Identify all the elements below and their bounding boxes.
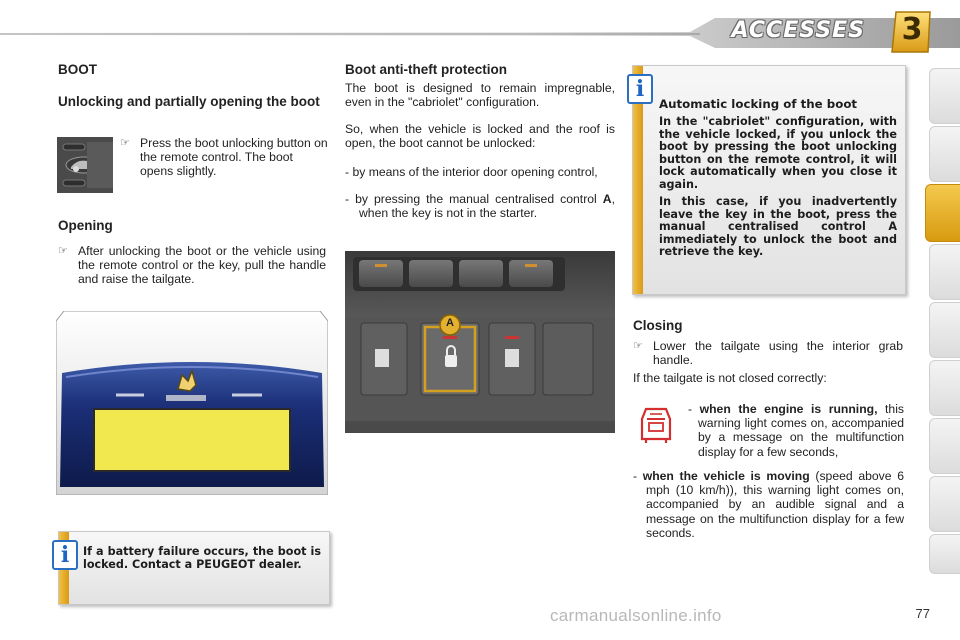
auto-lock-info-box: [632, 65, 906, 295]
warning-engine-label: when the engine is running,: [699, 402, 878, 416]
dash: -: [633, 469, 643, 483]
watermark: carmanualsonline.info: [550, 606, 722, 625]
item-2-text-end: , when the key is not in the starter.: [359, 192, 615, 221]
info-icon: i: [627, 74, 653, 104]
chapter-tab[interactable]: [929, 360, 960, 416]
chapter-tab-active[interactable]: [925, 184, 960, 242]
chapter-tabs: [926, 68, 960, 573]
chapter-tab[interactable]: [929, 126, 960, 182]
closing-instruction: Lower the tailgate using the interior grab handle.: [653, 339, 903, 368]
anti-theft-item-2: [345, 192, 615, 220]
chapter-tab[interactable]: [929, 534, 960, 574]
dash: -: [688, 402, 700, 416]
chapter-number: 3: [901, 12, 923, 47]
warning-engine-running: [688, 402, 904, 459]
chapter-tab[interactable]: [929, 476, 960, 532]
battery-info-box: [58, 531, 330, 605]
anti-theft-heading: Boot anti-theft protection: [345, 62, 507, 77]
info-icon: i: [52, 540, 78, 570]
auto-lock-title: Automatic locking of the boot: [659, 97, 858, 111]
warning-vehicle-moving: [633, 469, 904, 540]
opening-subheading: Opening: [58, 218, 113, 233]
control-a-ref: A: [888, 220, 897, 234]
hand-pointer-icon: ☞: [633, 340, 643, 352]
auto-lock-warning: [659, 196, 897, 259]
centre-console-photo: [345, 251, 615, 433]
item-2-text: - by pressing the manual centralised control: [345, 192, 603, 206]
warning-moving-text: (speed above 6 mph (10 km/h)), this warning light comes on, accompanied by an audible signal and a message on the multifunction display for a few seconds.: [646, 469, 904, 540]
anti-theft-item-1: - by means of the interior door opening control,: [345, 165, 598, 179]
auto-lock-warning-end: immediately to unlock the boot and retrieve the key.: [659, 232, 897, 259]
unlocking-subheading: Unlocking and partially opening the boot: [58, 94, 320, 109]
chapter-tab[interactable]: [929, 418, 960, 474]
anti-theft-condition: So, when the vehicle is locked and the roof is open, the boot cannot be unlocked:: [345, 122, 615, 151]
warning-engine-text: this warning light comes on, accompanied by a message on the multifunction display for a few seconds,: [698, 402, 904, 459]
remote-control-image: [57, 137, 113, 193]
closing-heading: Closing: [633, 318, 683, 333]
warning-moving-label: when the vehicle is moving: [642, 469, 810, 483]
section-title: ACCESSES: [731, 18, 865, 43]
page-number: 77: [915, 606, 930, 621]
auto-lock-warning-text: In this case, if you inadvertently leave the key in the boot, press the manual centralised control: [659, 195, 897, 234]
chapter-tab[interactable]: [929, 244, 960, 300]
boot-open-warning-icon: [636, 405, 676, 445]
unlock-instruction: Press the boot unlocking button on the remote control. The boot opens slightly.: [140, 136, 328, 179]
control-a-marker: A: [446, 317, 454, 329]
opening-instruction: After unlocking the boot or the vehicle using the remote control or the key, pull the handle and raise the tailgate.: [78, 244, 326, 287]
hand-pointer-icon: ☞: [120, 137, 130, 149]
anti-theft-intro: The boot is designed to remain impregnable, even in the "cabriolet" configuration.: [345, 81, 615, 110]
auto-lock-text: In the "cabriolet" configuration, with the vehicle locked, if you unlock the boot by pressing the boot unlocking button on the remote control, it will lock automatically when you close it again.: [659, 115, 897, 191]
battery-info-text: If a battery failure occurs, the boot is locked. Contact a PEUGEOT dealer.: [83, 545, 321, 571]
chapter-tab[interactable]: [929, 302, 960, 358]
boot-heading: BOOT: [58, 62, 97, 77]
chapter-tab[interactable]: [929, 68, 960, 124]
control-a-ref: A: [602, 192, 612, 206]
tailgate-illustration: [56, 311, 328, 495]
closing-note: If the tailgate is not closed correctly:: [633, 371, 827, 385]
hand-pointer-icon: ☞: [58, 245, 68, 257]
